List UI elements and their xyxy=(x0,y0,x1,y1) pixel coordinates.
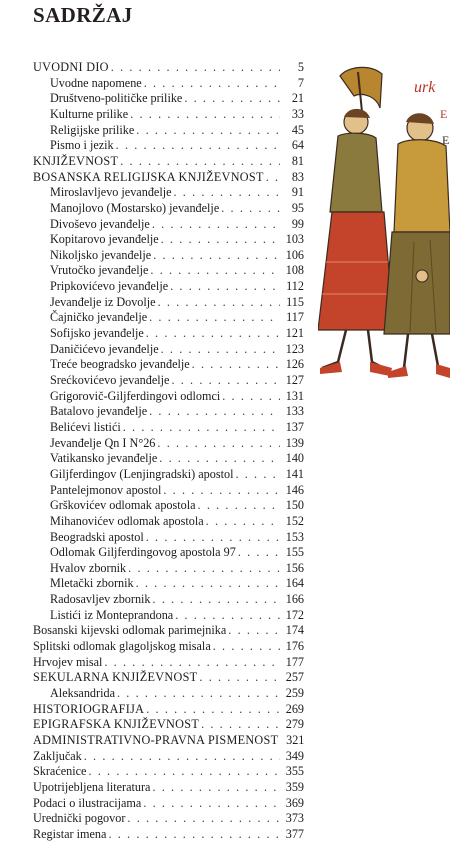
toc-entry xyxy=(50,231,304,247)
toc-entry xyxy=(50,419,304,435)
toc-entry-title: Čajničko jevanđelje xyxy=(50,310,148,325)
toc-page-number: 139 xyxy=(285,435,304,450)
toc-page-number: 33 xyxy=(291,106,304,121)
dot-leader xyxy=(120,153,280,169)
dot-leader xyxy=(199,669,280,685)
dot-leader xyxy=(198,497,280,513)
toc-entry xyxy=(33,810,304,826)
toc-page-number: 103 xyxy=(285,232,304,247)
toc-entry xyxy=(50,200,304,216)
toc-entry-title: Pismo i jezik xyxy=(50,138,114,153)
toc-page-number: 106 xyxy=(285,247,304,262)
toc-entry xyxy=(50,216,304,232)
toc-entry-title: Odlomak Giljferdingovog apostola 97 xyxy=(50,545,236,560)
toc-page-number: 91 xyxy=(291,185,304,200)
toc-entry-title: Hrvojev misal xyxy=(33,654,103,669)
toc-page-number: 146 xyxy=(285,482,304,497)
toc-entry xyxy=(50,294,304,310)
toc-entry-title: Miroslavljevo jevanđelje xyxy=(50,185,172,200)
toc-entry-title: Pantelejmonov apostol xyxy=(50,482,162,497)
toc-page-number: 126 xyxy=(285,357,304,372)
medieval-manuscript-miniature-icon xyxy=(318,62,450,387)
toc-entry-title: Uvodne napomene xyxy=(50,75,142,90)
toc-page-number: 377 xyxy=(285,826,304,841)
toc-page-number: 259 xyxy=(285,686,304,700)
toc-page-number: 117 xyxy=(286,310,304,325)
toc-entry-title: Podaci o ilustracijama xyxy=(33,795,142,810)
toc-entry xyxy=(50,575,304,591)
toc-page-number: 355 xyxy=(285,764,304,779)
toc-entry-title: Skraćenice xyxy=(33,764,87,779)
toc-entry xyxy=(33,153,304,169)
dot-leader xyxy=(201,716,280,732)
dot-leader xyxy=(170,278,280,294)
dot-leader xyxy=(108,826,280,842)
toc-entry xyxy=(50,341,304,357)
dot-leader xyxy=(104,654,280,670)
toc-entry-title: Listići iz Monteprandona xyxy=(50,607,174,622)
toc-page-number: 321 xyxy=(286,732,305,747)
toc-entry xyxy=(50,372,304,388)
toc-entry-title: SEKULARNA KNJIŽEVNOST xyxy=(33,670,198,685)
toc-entry xyxy=(33,59,304,75)
toc-page-number: 150 xyxy=(285,498,304,513)
toc-page-number: 156 xyxy=(285,560,304,575)
dot-leader xyxy=(192,356,280,372)
toc-entry-title: UVODNI DIO xyxy=(33,60,109,74)
dot-leader xyxy=(157,435,280,451)
toc-page-number: 141 xyxy=(285,466,304,481)
dot-leader xyxy=(150,262,280,278)
page-title: SADRŽAJ xyxy=(33,3,133,27)
toc-entry-title: ADMINISTRATIVNO-PRAVNA PISMENOST xyxy=(33,732,279,747)
dot-leader xyxy=(206,513,280,529)
toc-page-number: 176 xyxy=(285,639,304,654)
toc-entry-title: Upotrijebljena literatura xyxy=(33,779,151,794)
toc-page-number: 133 xyxy=(285,404,304,419)
toc-entry xyxy=(50,262,304,278)
dot-leader xyxy=(184,90,280,106)
toc-entry xyxy=(50,325,304,341)
toc-page-number: 177 xyxy=(285,654,304,669)
toc-entry-title: EPIGRAFSKA KNJIŽEVNOST xyxy=(33,717,200,732)
toc-page-number: 269 xyxy=(285,701,304,716)
toc-page-number: 174 xyxy=(285,623,304,638)
toc-page-number: 21 xyxy=(291,91,304,106)
toc-entry-title: Beogradski apostol xyxy=(50,529,144,544)
dot-leader xyxy=(222,388,280,404)
dot-leader xyxy=(213,638,280,654)
toc-page-number: 152 xyxy=(285,513,304,528)
toc-page-number: 172 xyxy=(285,607,304,622)
toc-page-number: 373 xyxy=(285,811,304,826)
toc-entry-title: Manojlovo (Mostarsko) jevanđelje xyxy=(50,200,220,215)
toc-entry xyxy=(33,763,304,779)
toc-page-number: 349 xyxy=(285,748,304,763)
toc-entry-title: Religijske prilike xyxy=(50,122,135,137)
toc-entry xyxy=(50,560,304,576)
dot-leader xyxy=(130,106,280,122)
dot-leader xyxy=(116,137,280,153)
toc-entry-title: Registar imena xyxy=(33,826,107,841)
toc-entry xyxy=(33,638,304,654)
dot-leader xyxy=(235,466,280,482)
toc-entry-title: Batalovo jevanđelje xyxy=(50,404,148,419)
toc-entry xyxy=(33,622,304,638)
toc-entry-title: Jevanđelje iz Dovolje xyxy=(50,294,156,309)
toc-entry xyxy=(50,75,304,91)
toc-entry xyxy=(50,450,304,466)
toc-entry-title: Mihanovićev odlomak apostola xyxy=(50,513,204,528)
toc-entry xyxy=(33,669,304,685)
dot-leader xyxy=(127,810,280,826)
toc-entry xyxy=(50,607,304,623)
toc-entry-title: Kulturne prilike xyxy=(50,106,129,121)
toc-page-number: 279 xyxy=(285,717,304,732)
dot-leader xyxy=(163,482,280,498)
dot-leader xyxy=(146,701,280,717)
toc-page-number: 5 xyxy=(297,60,304,74)
toc-entry-title: Srećkovićevo jevanđelje xyxy=(50,373,170,387)
toc-page-number: 155 xyxy=(285,545,304,560)
dot-leader xyxy=(153,591,280,607)
toc-page-number: 137 xyxy=(285,419,304,434)
toc-entry xyxy=(50,356,304,372)
dot-leader xyxy=(152,779,280,795)
toc-entry-title: Splitski odlomak glagoljskog misala xyxy=(33,639,211,654)
toc-entry xyxy=(50,591,304,607)
toc-entry-title: Pripkovićevo jevanđelje xyxy=(50,279,169,294)
toc-entry-title: Radosavljev zbornik xyxy=(50,592,151,607)
toc-entry xyxy=(33,732,304,748)
dot-leader xyxy=(153,247,280,263)
toc-entry xyxy=(50,184,304,200)
toc-page-number: 7 xyxy=(297,75,304,90)
toc-entry-title: Grigorovič-Giljferdingovi odlomci xyxy=(50,388,221,403)
toc-entry xyxy=(50,388,304,404)
toc-page-number: 359 xyxy=(285,779,304,794)
toc-entry xyxy=(33,795,304,811)
toc-page-number: 140 xyxy=(285,451,304,466)
toc-entry-title: KNJIŽEVNOST xyxy=(33,153,119,168)
dot-leader xyxy=(159,450,280,466)
dot-leader xyxy=(84,748,280,764)
dot-leader xyxy=(175,607,280,623)
toc-entry-title: Vatikansko jevanđelje xyxy=(50,451,158,466)
toc-entry xyxy=(50,247,304,263)
toc-page-number: 153 xyxy=(285,529,304,544)
toc-entry-title: Urednički pogovor xyxy=(33,811,126,826)
toc-entry xyxy=(50,466,304,482)
toc-entry-title: Divoševo jevanđelje xyxy=(50,216,150,231)
toc-entry xyxy=(50,544,304,560)
toc-entry-title: Vrutočko jevanđelje xyxy=(50,263,149,278)
toc-entry-title: Belićevi listići xyxy=(50,419,121,434)
toc-page-number: 257 xyxy=(285,670,304,685)
toc-page-number: 112 xyxy=(286,279,304,294)
dot-leader xyxy=(149,403,280,419)
dot-leader xyxy=(152,216,280,232)
toc-entry xyxy=(50,529,304,545)
toc-entry-title: Hvalov zbornik xyxy=(50,560,127,575)
toc-entry xyxy=(33,701,304,717)
dot-leader xyxy=(171,372,280,388)
toc-page-number: 95 xyxy=(291,200,304,215)
dot-leader xyxy=(228,622,280,638)
dot-leader xyxy=(161,341,280,357)
dot-leader xyxy=(266,169,280,185)
toc-entry-title: Kopitarovo jevanđelje xyxy=(50,232,159,247)
toc-entry xyxy=(50,122,304,138)
toc-page-number: 123 xyxy=(285,341,304,356)
dot-leader xyxy=(161,231,280,247)
toc-entry-title: Sofijsko jevanđelje xyxy=(50,326,144,341)
toc-entry-title: Giljferdingov (Lenjingradski) apostol xyxy=(50,466,234,481)
toc-entry-title: Aleksandrida xyxy=(50,686,115,700)
toc-entry xyxy=(50,137,304,153)
toc-entry xyxy=(50,482,304,498)
toc-page-number: 127 xyxy=(285,373,304,387)
dot-leader xyxy=(128,560,280,576)
toc-entry-title: HISTORIOGRAFIJA xyxy=(33,701,145,716)
dot-leader xyxy=(88,763,280,779)
dot-leader xyxy=(238,544,280,560)
toc-page-number: 81 xyxy=(291,153,304,168)
dot-leader xyxy=(221,200,280,216)
toc-entry xyxy=(50,513,304,529)
toc-page-number: 131 xyxy=(285,388,304,403)
toc-page-number: 115 xyxy=(286,294,304,309)
toc-entry-title: Treće beogradsko jevanđelje xyxy=(50,357,190,372)
toc-page-number: 166 xyxy=(285,592,304,607)
toc-entry xyxy=(50,106,304,122)
dot-leader xyxy=(149,309,280,325)
dot-leader xyxy=(117,685,280,701)
toc-entry xyxy=(33,748,304,764)
toc-entry xyxy=(50,278,304,294)
toc-entry xyxy=(50,435,304,451)
dot-leader xyxy=(144,75,280,91)
inscription-line: E xyxy=(442,133,450,147)
dot-leader xyxy=(136,575,280,591)
dot-leader xyxy=(146,325,280,341)
toc-entry xyxy=(33,654,304,670)
toc-page-number: 99 xyxy=(291,216,304,231)
toc-entry xyxy=(50,403,304,419)
toc-entry-title: Nikoljsko jevanđelje xyxy=(50,247,152,262)
toc-entry xyxy=(33,779,304,795)
toc-entry xyxy=(50,685,304,701)
toc-entry xyxy=(50,309,304,325)
toc-page-number: 64 xyxy=(291,138,304,153)
toc-page-number: 121 xyxy=(285,326,304,341)
toc-entry-title: Mletački zbornik xyxy=(50,576,134,591)
dot-leader xyxy=(158,294,280,310)
toc-entry xyxy=(33,716,304,732)
toc-entry xyxy=(33,169,304,185)
toc-entry-title: Bosanski kijevski odlomak parimejnika xyxy=(33,623,227,638)
toc-entry-title: Jevanđelje Qn I N°26 xyxy=(50,435,156,450)
toc-entry xyxy=(50,90,304,106)
dot-leader xyxy=(174,184,280,200)
dot-leader xyxy=(146,529,280,545)
toc-entry-title: Zaključak xyxy=(33,748,82,763)
toc-entry xyxy=(50,497,304,513)
toc-entry-title: Društveno-političke prilike xyxy=(50,91,183,106)
inscription-line: E xyxy=(440,107,448,121)
dot-leader xyxy=(111,59,280,75)
dot-leader xyxy=(123,419,280,435)
toc-entry-title: BOSANSKA RELIGIJSKA KNJIŽEVNOST xyxy=(33,169,264,184)
toc-page-number: 108 xyxy=(285,263,304,278)
toc-page-number: 45 xyxy=(291,122,304,137)
toc-page-number: 369 xyxy=(285,795,304,810)
toc-entry xyxy=(33,826,304,842)
toc-page-number: 164 xyxy=(285,576,304,591)
toc-entry-title: Grškovićev odlomak apostola xyxy=(50,498,196,513)
toc-entry-title: Daničićevo jevanđelje xyxy=(50,341,159,356)
toc-page-number: 83 xyxy=(291,169,304,184)
dot-leader xyxy=(136,122,280,138)
inscription-line: urk xyxy=(414,79,436,96)
dot-leader xyxy=(143,795,280,811)
